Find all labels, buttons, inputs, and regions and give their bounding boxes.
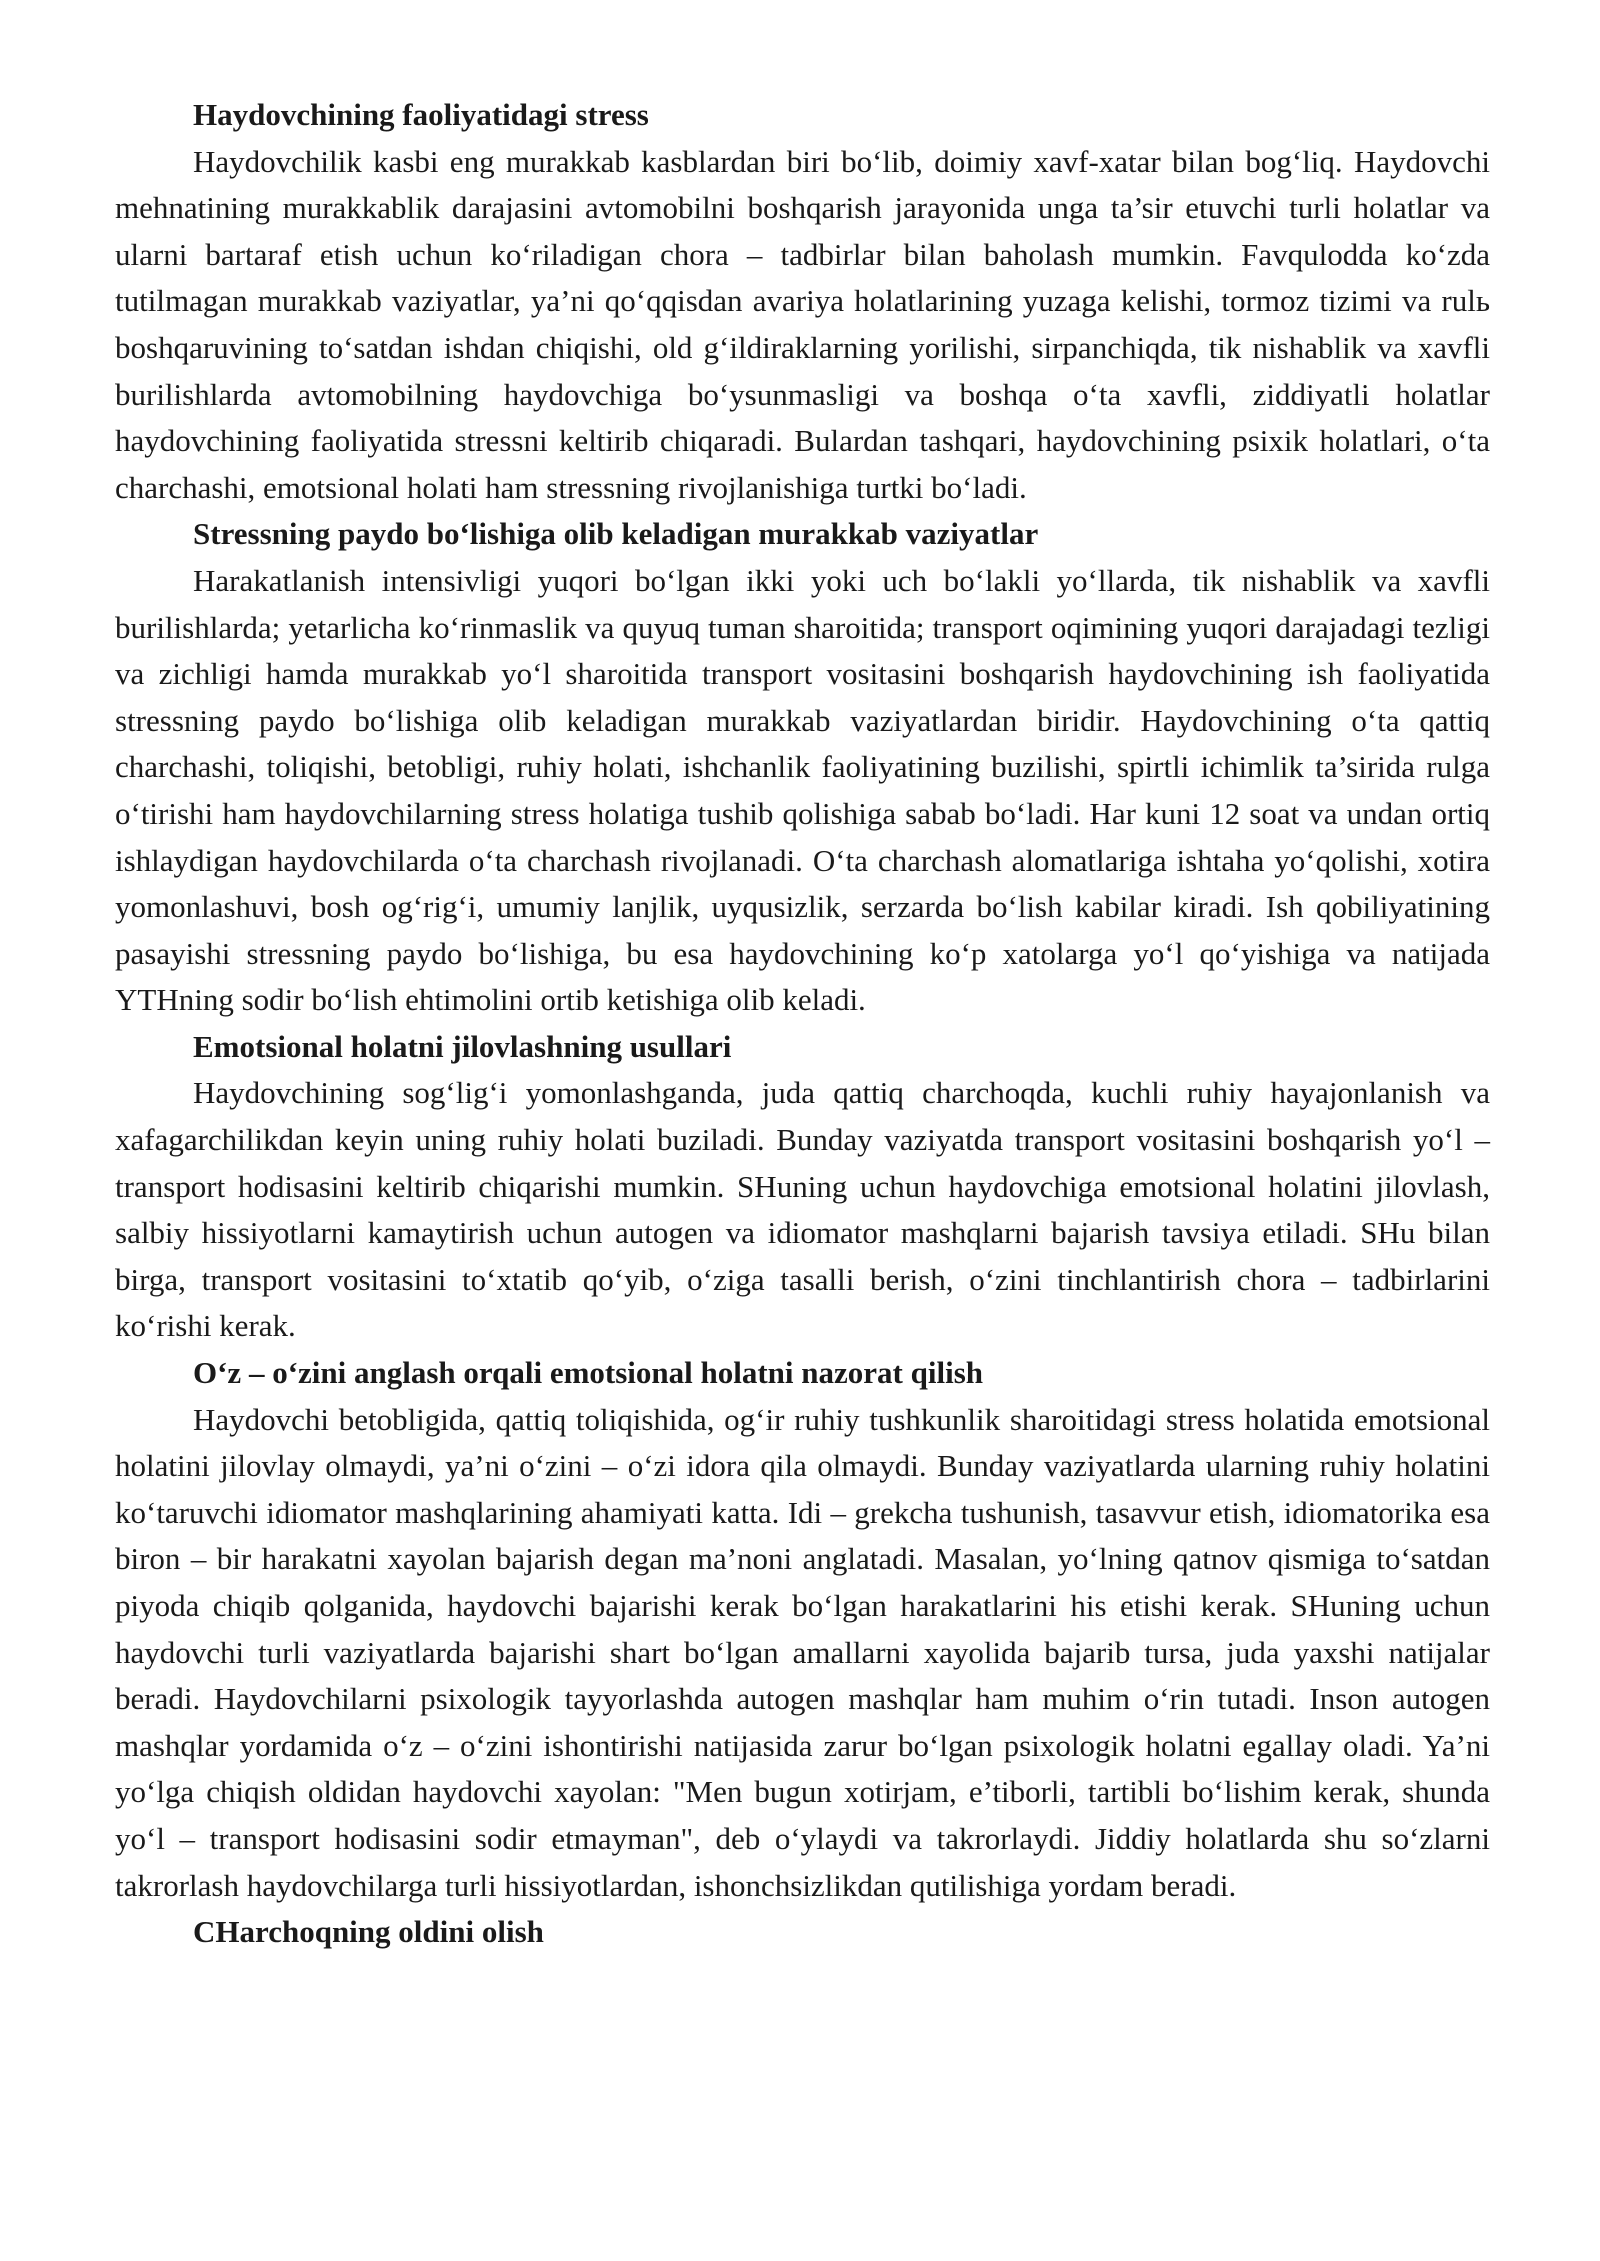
section-heading-self-awareness: O‘z – o‘zini anglash orqali emotsional holatni nazorat qilish: [193, 1355, 984, 1391]
section-heading-stress: Haydovchining faoliyatidagi stress: [193, 97, 649, 132]
section-heading-complex-situations: Stressning paydo bo‘lishiga olib keladigan murakkab vaziyatlar: [193, 516, 1039, 552]
section-paragraph-emotion-control-methods: Haydovchining sog‘lig‘i yomonlashganda, juda qattiq charchoqda, kuchli ruhiy hayajonlanish va xafagarchilikdan keyin uning ruhiy holati buziladi. Bunday vaziyatda transport vositasini boshqarish yo‘l – transport hodisasini keltirib chiqarishi mumkin. SHuning uchun haydovchiga emotsional holatini jilovlash, salbiy hissiyotlarni kamaytirish uchun autogen va idiomator mashqlarni bajarish tavsiya etiladi. SHu bilan birga, transport vositasini to‘xtatib qo‘yib, o‘ziga tasalli berish, o‘zini tinchlantirish chora – tadbirlarini ko‘rishi kerak.: [115, 1075, 1490, 1344]
section-paragraph-complex-situations: Harakatlanish intensivligi yuqori bo‘lgan ikki yoki uch bo‘lakli yo‘llarda, tik nishablik va xavfli burilishlarda; yetarlicha ko‘rinmaslik va quyuq tuman sharoitida; transport oqimining yuqori darajadagi tezligi va zichligi hamda murakkab yo‘l sharoitida transport vositasini boshqarish haydovchining ish faoliyatida stressning paydo bo‘lishiga olib keladigan murakkab vaziyatlardan biridir. Haydovchining o‘ta qattiq charchashi, toliqishi, betobligi, ruhiy holati, ishchanlik faoliyatining buzilishi, spirtli ichimlik ta’sirida rulga o‘tirishi ham haydovchilarning stress holatiga tushib qolishiga sabab bo‘ladi. Har kuni 12 soat va undan ortiq ishlaydigan haydovchilarda o‘ta charchash rivojlanadi. O‘ta charchash alomatlariga ishtaha yo‘qolishi, xotira yomonlashuvi, bosh og‘rig‘i, umumiy lanjlik, uyqusizlik, serzarda bo‘lish kabilar kiradi. Ish qobiliyatining pasayishi stressning paydo bo‘lishiga, bu esa haydovchining ko‘p xatolarga yo‘l qo‘yishiga va natijada YTHning sodir bo‘lish ehtimolini ortib ketishiga olib keladi.: [115, 562, 1490, 1018]
section-heading-fatigue-prevention: CHarchoqning oldini olish: [193, 1914, 544, 1950]
section-paragraph-stress: Haydovchilik kasbi eng murakkab kasblardan biri bo‘lib, doimiy xavf-xatar bilan bog‘liq. Haydovchi mehnatining murakkablik darajasini avtomobilni boshqarish jarayonida unga ta’sir etuvchi turli holatlar va ularni bartaraf etish uchun ko‘riladigan chora – tadbirlar bilan baholash mumkin. Favqulodda ko‘zda tutilmagan murakkab vaziyatlar, ya’ni qo‘qqisdan avariya holatlarining yuzaga kelishi, tormoz tizimi va rulь boshqaruvining to‘satdan ishdan chiqishi, old g‘ildiraklarning yorilishi, sirpanchiqda, tik nishablik va xavfli burilishlarda avtomobilning haydovchiga bo‘ysunmasligi va boshqa o‘ta xavfli, ziddiyatli holatlar haydovchining faoliyatida stressni keltirib chiqaradi. Bulardan tashqari, haydovchining psixik holatlari, o‘ta charchashi, emotsional holati ham stressning rivojlanishiga turtki bo‘ladi.: [115, 143, 1490, 505]
section-heading-emotion-control-methods: Emotsional holatni jilovlashning usullari: [193, 1028, 732, 1064]
section-paragraph-self-awareness: Haydovchi betobligida, qattiq toliqishida, og‘ir ruhiy tushkunlik sharoitidagi stress holatida emotsional holatini jilovlay olmaydi, ya’ni o‘zini – o‘zi idora qila olmaydi. Bunday vaziyatlarda ularning ruhiy holatini ko‘taruvchi idiomator mashqlarining ahamiyati katta. Idi – grekcha tushunish, tasavvur etish, idiomatorika esa biron – bir harakatni xayolan bajarish degan ma’noni anglatadi. Masalan, yo‘lning qatnov qismiga to‘satdan piyoda chiqib qolganida, haydovchi bajarishi kerak bo‘lgan harakatlarini his etishi kerak. SHuning uchun haydovchi turli vaziyatlarda bajarishi shart bo‘lgan amallarni xayolida bajarib tursa, juda yaxshi natijalar beradi. Haydovchilarni psixologik tayyorlashda autogen mashqlar ham muhim o‘rin tutadi. Inson autogen mashqlar yordamida o‘z – o‘zini ishontirishi natijasida zarur bo‘lgan psixologik holatni egallay oladi. Ya’ni yo‘lga chiqish oldidan haydovchi xayolan: "Men bugun xotirjam, e’tiborli, tartibli bo‘lishim kerak, shunda yo‘l – transport hodisasini sodir etmayman", deb o‘ylaydi va takrorlaydi. Jiddiy holatlarda shu so‘zlarni takrorlash haydovchilarga turli hissiyotlardan, ishonchsizlikdan qutilishiga yordam beradi.: [115, 1401, 1490, 1903]
document-page: [115, 92, 1490, 1956]
